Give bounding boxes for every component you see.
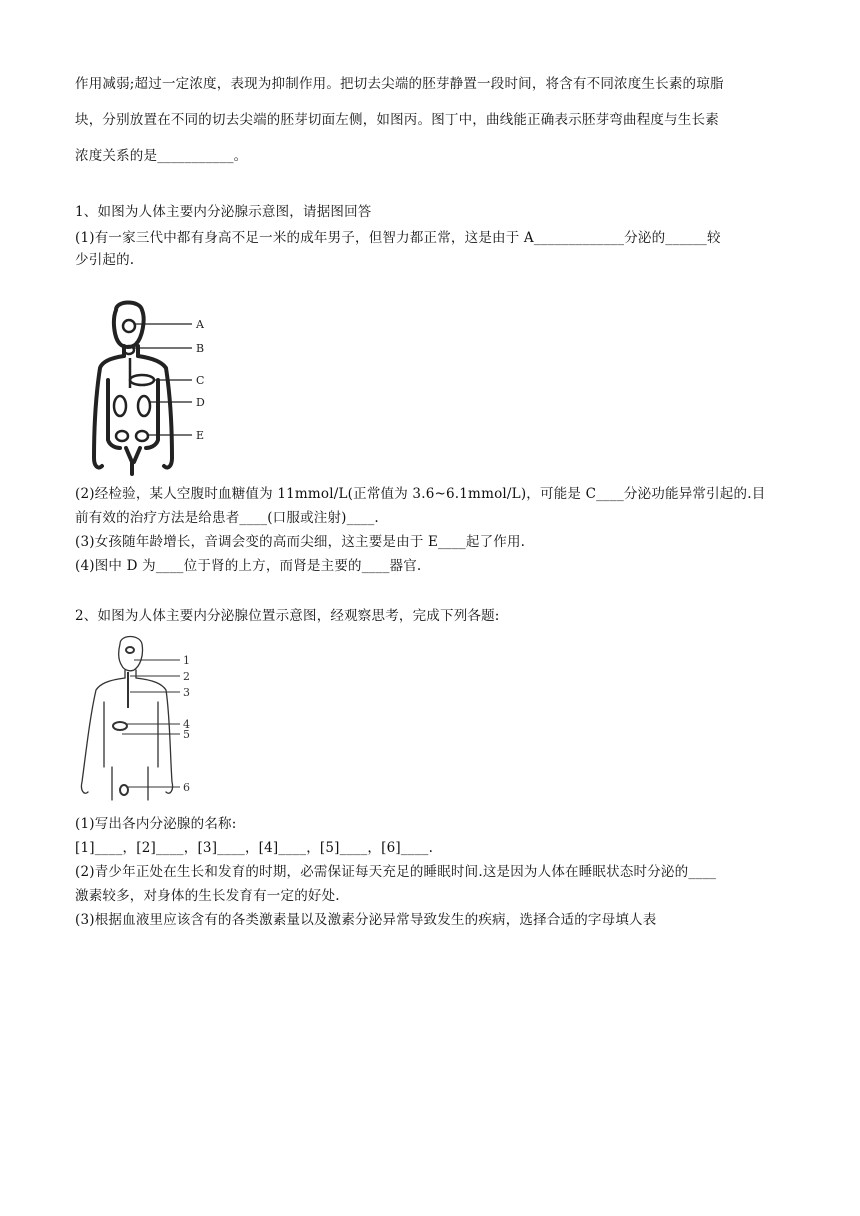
q2-sub2-line2: 激素较多，对身体的生长发育有一定的好处. — [75, 888, 340, 904]
fig2-label-6: 6 — [183, 781, 190, 794]
fig1-label-e: E — [196, 429, 205, 442]
endocrine-figure-1 — [72, 298, 222, 478]
fig1-label-c: C — [196, 374, 205, 387]
fig2-label-2: 2 — [183, 670, 190, 683]
q2-sub1-blanks: [1]____，[2]____，[3]____，[4]____，[5]____，[6]____. — [75, 840, 434, 856]
q1-title: 1、如图为人体主要内分泌腺示意图，请据图回答 — [75, 204, 372, 220]
q1-sub2-line1: (2)经检验，某人空腹时血糖值为 11mmol/L(正常值为 3.6~6.1mmol/L)，可能是 C____分泌功能异常引起的.目 — [75, 486, 766, 502]
fig1-label-a: A — [196, 318, 204, 331]
q1-sub1-line1: (1)有一家三代中都有身高不足一米的成年男子，但智力都正常，这是由于 A_____________分泌的______较 — [75, 230, 721, 246]
fig2-label-3: 3 — [183, 686, 190, 699]
fig2-label-5: 5 — [183, 728, 190, 741]
fig2-label-4: 4 — [183, 718, 190, 731]
q2-sub2-line1: (2)青少年正处在生长和发育的时期，必需保证每天充足的睡眠时间.这是因为人体在睡眠状态时分泌的____ — [75, 864, 717, 880]
q2-sub1: (1)写出各内分泌腺的名称: — [75, 816, 237, 832]
q2-sub3: (3)根据血液里应该含有的各类激素量以及激素分泌异常导致发生的疾病，选择合适的字母填人表 — [75, 912, 657, 928]
q1-sub4: (4)图中 D 为____位于肾的上方，而肾是主要的____器官. — [75, 558, 422, 574]
q1-sub2-line2: 前有效的治疗方法是给患者____(口服或注射)____. — [75, 510, 379, 526]
intro-line: 块，分别放置在不同的切去尖端的胚芽切面左侧，如图丙。图丁中，曲线能正确表示胚芽弯曲程度与生长素 — [75, 112, 719, 128]
endocrine-figure-2 — [72, 632, 202, 802]
fig1-label-b: B — [196, 342, 205, 355]
fig2-label-1: 1 — [183, 654, 190, 667]
q1-sub3: (3)女孩随年龄增长，音调会变的高而尖细，这主要是由于 E____起了作用. — [75, 534, 526, 550]
intro-line: 作用减弱;超过一定浓度，表现为抑制作用。把切去尖端的胚芽静置一段时间，将含有不同浓度生长素的琼脂 — [75, 76, 724, 92]
q1-sub1-line2: 少引起的. — [75, 252, 135, 268]
fig1-label-d: D — [196, 396, 205, 409]
intro-line: 浓度关系的是___________。 — [75, 148, 248, 164]
intro-paragraph — [75, 66, 787, 174]
q2-title: 2、如图为人体主要内分泌腺位置示意图，经观察思考，完成下列各题: — [75, 608, 500, 624]
